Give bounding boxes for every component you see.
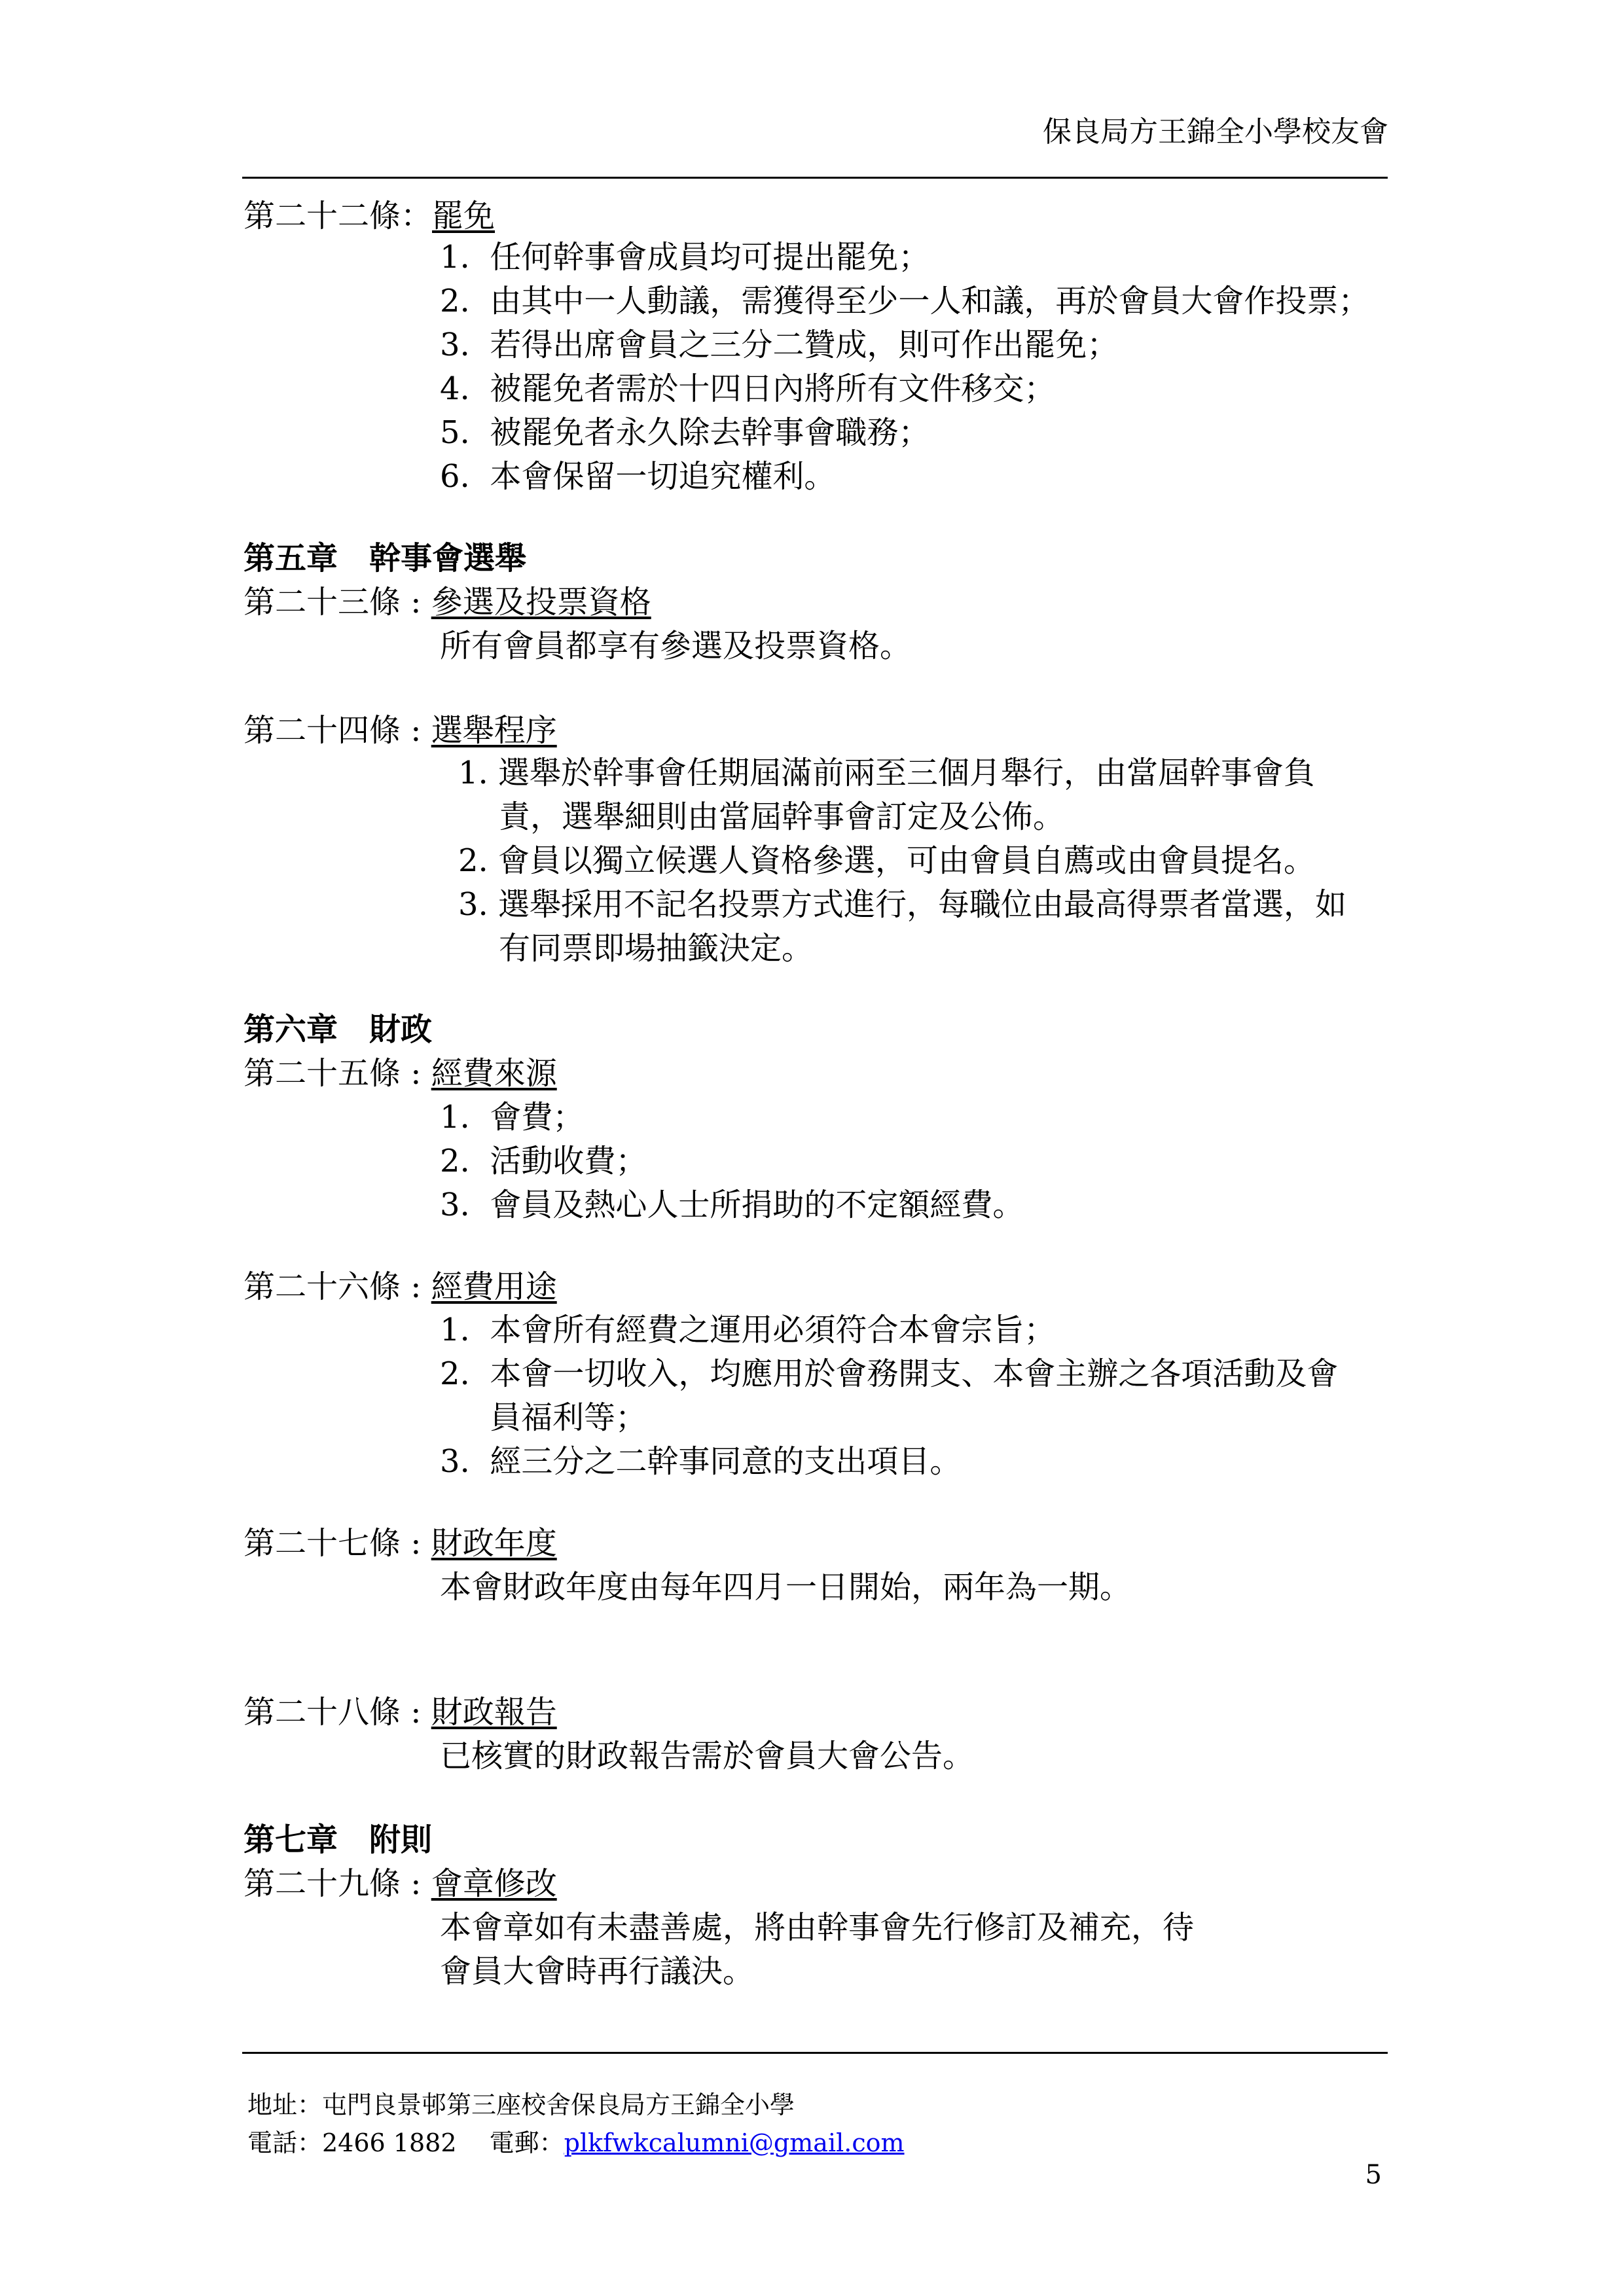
article-body: 已核實的財政報告需於會員大會公告。 <box>440 1738 975 1774</box>
article-title: 參選及投票資格 <box>431 584 651 620</box>
footer-address: 地址：屯門良景邨第三座校舍保良局方王錦全小學 <box>247 2090 795 2119</box>
list-item: 2. 活動收費； <box>440 1143 647 1179</box>
list-item: 2. 由其中一人動議，需獲得至少一人和議，再於會員大會作投票； <box>440 283 1370 319</box>
list-item: 3. 選舉採用不記名投票方式進行，每職位由最高得票者當選，如 <box>458 886 1347 923</box>
footer-phone: 電話：2466 1882 電郵： <box>247 2128 564 2157</box>
article-23-heading <box>244 584 651 622</box>
article-title: 罷免 <box>432 198 496 234</box>
article-title: 會章修改 <box>431 1865 557 1902</box>
list-item-continuation: 責，選舉細則由當屆幹事會訂定及公佈。 <box>499 798 1065 835</box>
list-item: 1. 會費； <box>440 1099 585 1136</box>
list-item: 6. 本會保留一切追究權利。 <box>440 458 836 495</box>
article-label: 第二十八條 : <box>244 1694 431 1731</box>
list-item: 2. 本會一切收入，均應用於會務開支、本會主辦之各項活動及會 <box>440 1355 1339 1392</box>
article-29-heading <box>244 1865 557 1903</box>
email-link[interactable]: plkfwkcalumni@gmail.com <box>564 2128 905 2157</box>
article-body: 所有會員都享有參選及投票資格。 <box>440 628 912 664</box>
article-24-heading <box>244 712 557 750</box>
chapter-5-title: 第五章 幹事會選舉 <box>244 540 527 577</box>
page-number: 5 <box>1365 2160 1382 2190</box>
article-28-heading <box>244 1694 557 1732</box>
article-label: 第二十九條 : <box>244 1865 431 1902</box>
chapter-6-title: 第六章 財政 <box>244 1011 433 1048</box>
chapter-7-title: 第七章 附則 <box>244 1821 433 1858</box>
list-item: 3. 經三分之二幹事同意的支出項目。 <box>440 1443 962 1480</box>
list-item-continuation: 員福利等； <box>490 1399 647 1436</box>
list-item: 3. 若得出席會員之三分二贊成，則可作出罷免； <box>440 327 1119 363</box>
list-item: 5. 被罷免者永久除去幹事會職務； <box>440 414 930 451</box>
article-label: 第二十三條 : <box>244 584 431 620</box>
list-item: 1. 任何幹事會成員均可提出罷免； <box>440 239 930 276</box>
list-item: 2. 會員以獨立候選人資格參選，可由會員自薦或由會員提名。 <box>458 842 1316 879</box>
article-27-heading <box>244 1525 557 1563</box>
article-22-heading <box>244 198 495 236</box>
article-title: 經費來源 <box>431 1055 557 1092</box>
article-label: 第二十五條 : <box>244 1055 431 1092</box>
article-body: 會員大會時再行議決。 <box>440 1953 755 1990</box>
list-item: 4. 被罷免者需於十四日內將所有文件移交； <box>440 370 1056 407</box>
article-title: 經費用途 <box>431 1268 557 1305</box>
article-26-heading <box>244 1268 557 1306</box>
footer-rule <box>242 2052 1388 2054</box>
article-body: 本會財政年度由每年四月一日開始，兩年為一期。 <box>440 1569 1132 1605</box>
list-item-continuation: 有同票即場抽籤決定。 <box>499 930 814 967</box>
article-body: 本會章如有未盡善處，將由幹事會先行修訂及補充，待 <box>440 1909 1195 1946</box>
footer-contact <box>247 2123 905 2159</box>
article-title: 財政報告 <box>431 1694 557 1731</box>
list-item: 1. 選舉於幹事會任期屆滿前兩至三個月舉行，由當屆幹事會負 <box>458 755 1316 791</box>
header-rule <box>242 177 1388 179</box>
header-org-name: 保良局方王錦全小學校友會 <box>1043 115 1388 149</box>
article-title: 選舉程序 <box>431 712 557 749</box>
list-item: 3. 會員及熱心人士所捐助的不定額經費。 <box>440 1187 1024 1223</box>
article-label: 第二十四條 : <box>244 712 431 749</box>
article-label: 第二十七條 : <box>244 1525 431 1562</box>
article-label: 第二十六條 : <box>244 1268 431 1305</box>
list-item: 1. 本會所有經費之運用必須符合本會宗旨； <box>440 1312 1056 1348</box>
article-title: 財政年度 <box>431 1525 557 1562</box>
article-label: 第二十二條： <box>244 198 433 234</box>
article-25-heading <box>244 1055 557 1093</box>
